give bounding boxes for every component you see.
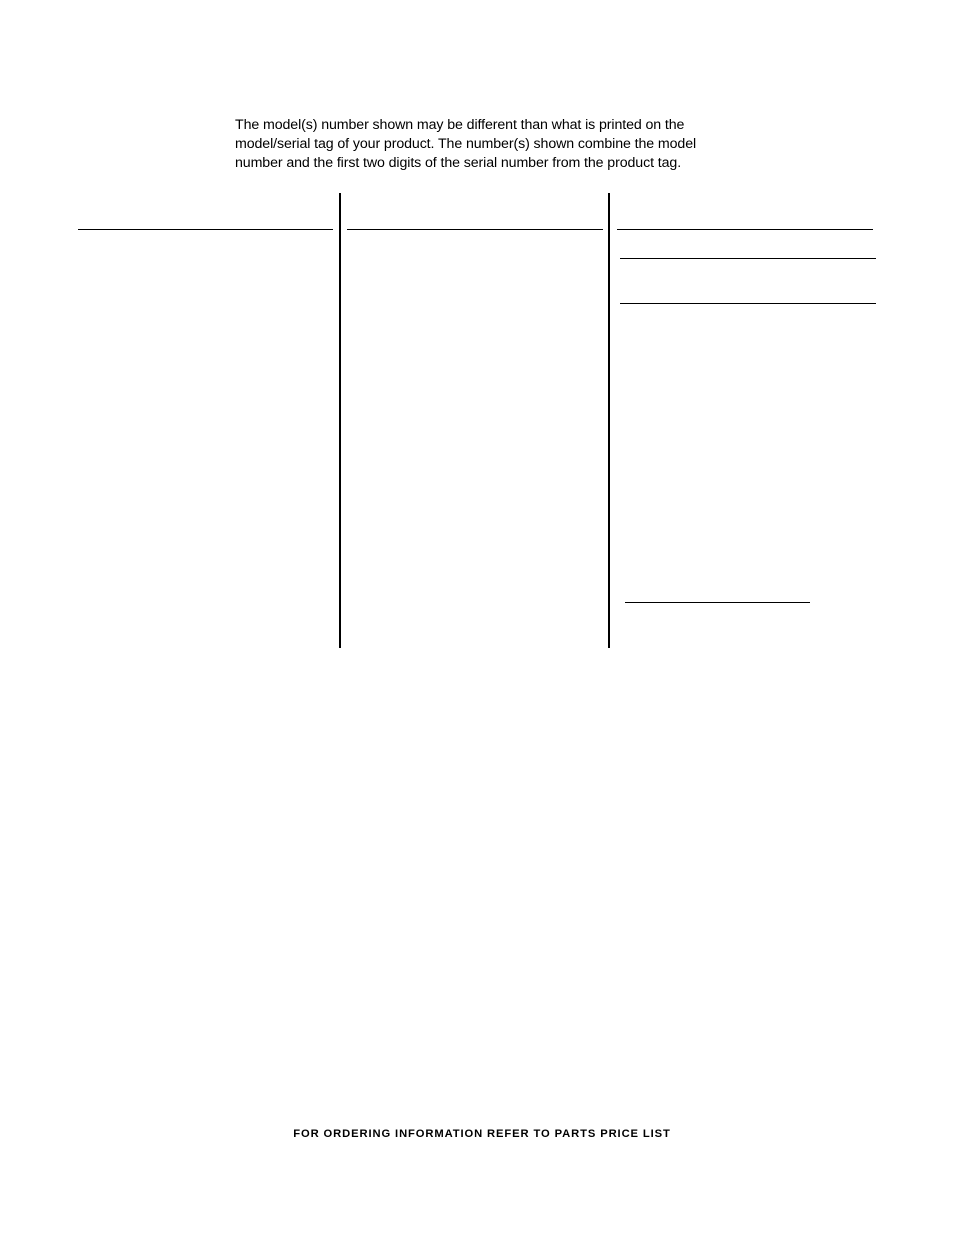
column-3-short-rule [625, 602, 810, 603]
column-divider-left [339, 193, 341, 648]
column-divider-right [608, 193, 610, 648]
column-3-rule-2 [620, 258, 876, 259]
ordering-information-footer [0, 1128, 954, 1140]
column-2-header-rule [347, 229, 603, 230]
column-1-header-rule [78, 229, 333, 230]
model-number-note [235, 116, 755, 173]
column-3-rule-3 [620, 303, 876, 304]
model-note-line-2: model/serial tag of your product. The number(s) shown combine the model [235, 136, 697, 152]
model-note-line-1: The model(s) number shown may be different than what is printed on the [235, 117, 685, 133]
column-3-header-rule [617, 229, 873, 230]
model-note-line-3: number and the first two digits of the serial number from the product tag. [235, 155, 682, 171]
ordering-information-text: FOR ORDERING INFORMATION REFER TO PARTS PRICE LIST [293, 1128, 671, 1140]
